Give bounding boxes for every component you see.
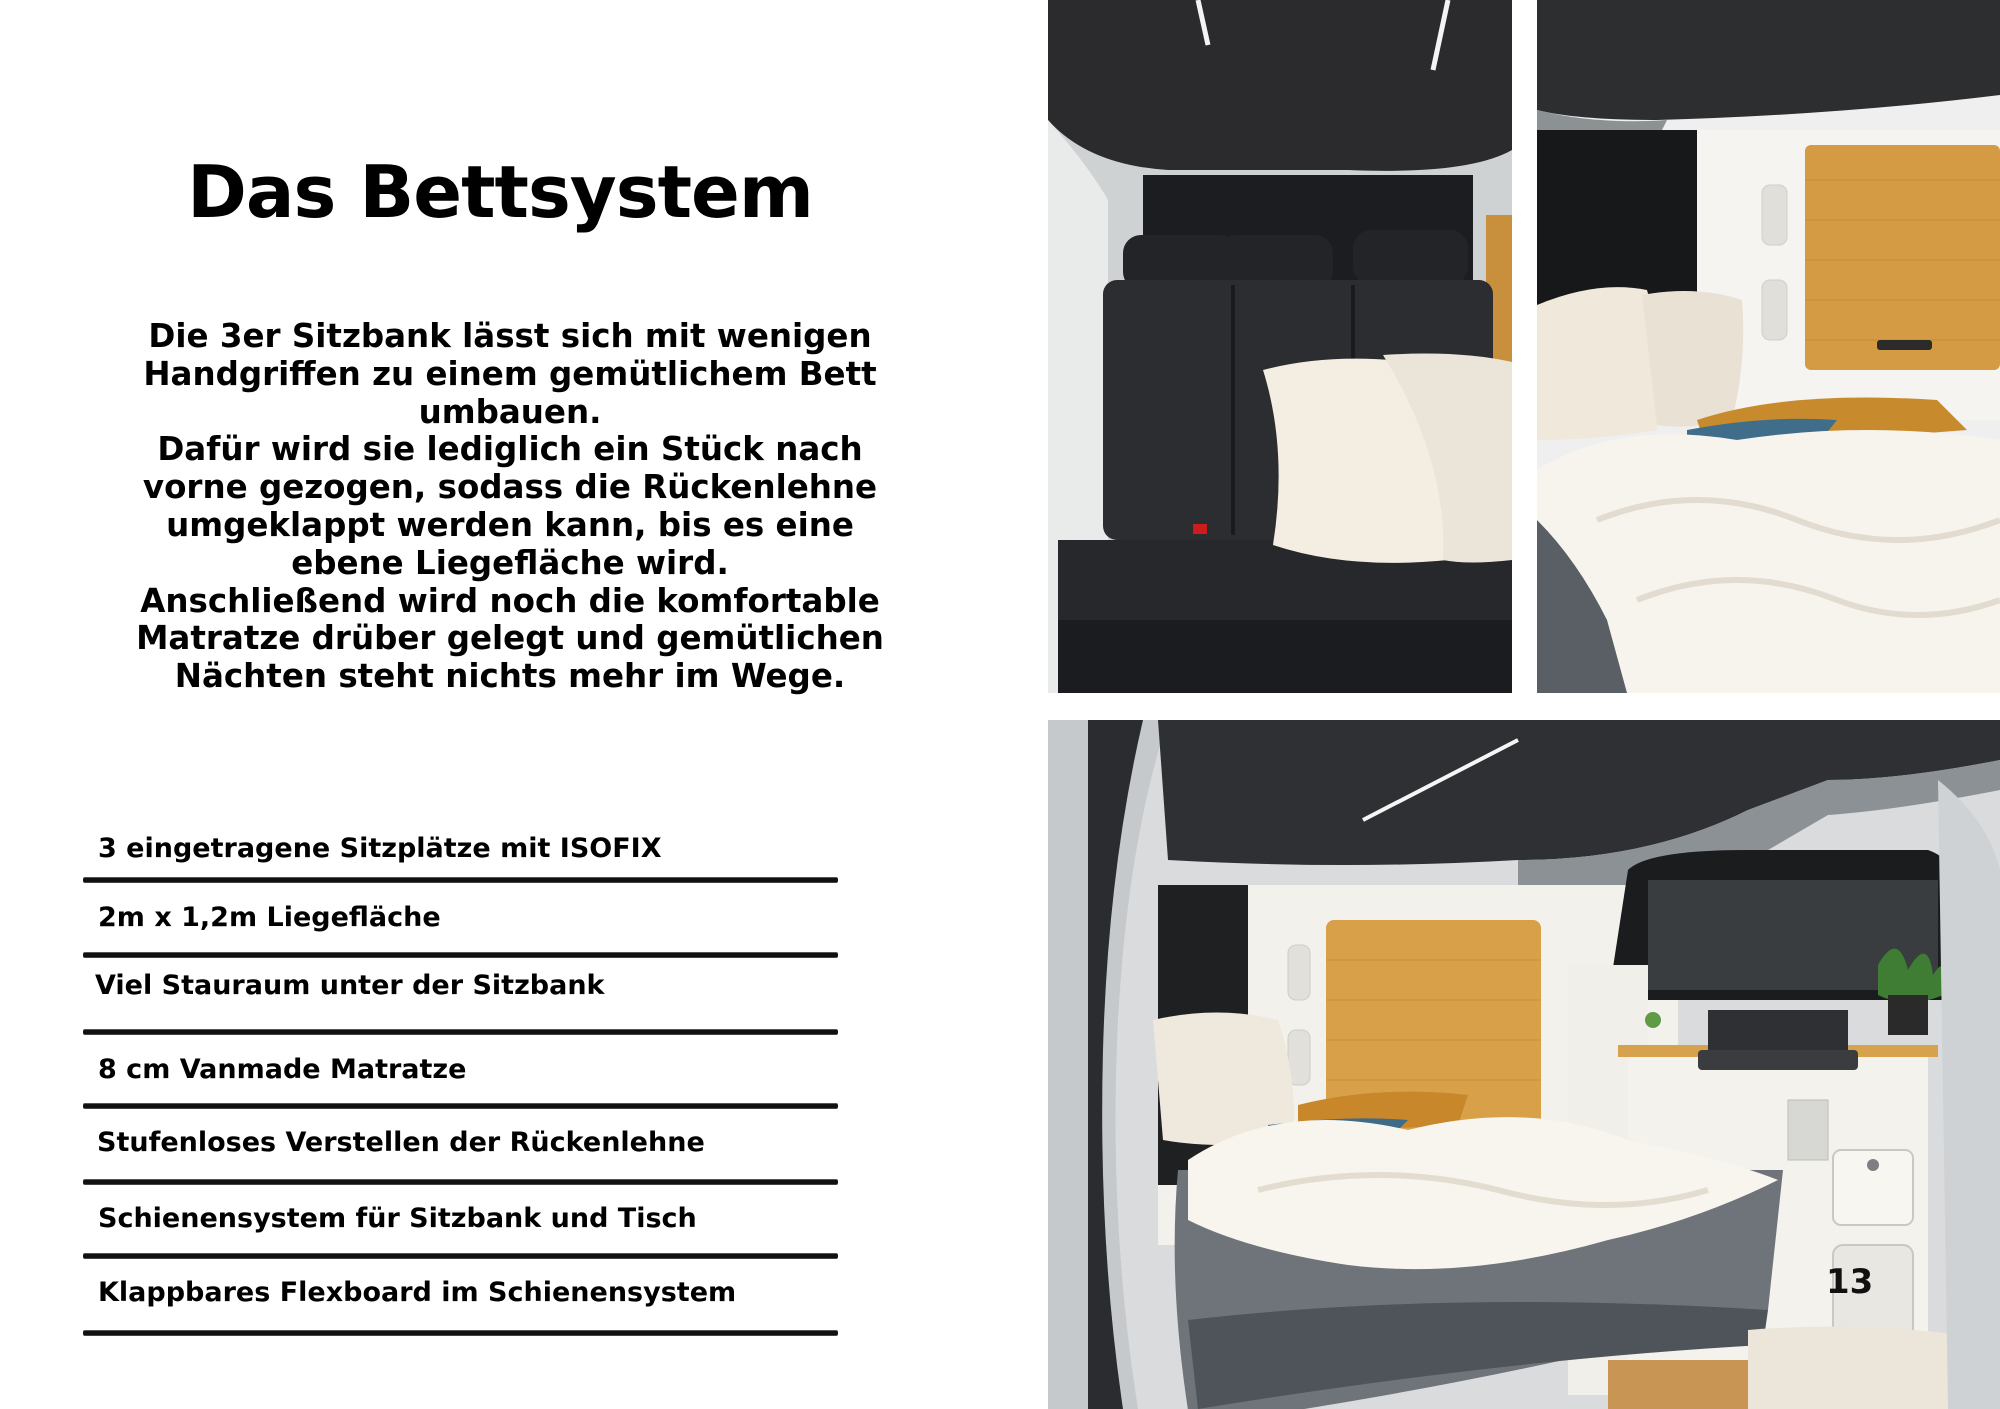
description-line: vorne gezogen, sodass die Rückenlehne [142, 468, 878, 507]
feature-item: 3 eingetragene Sitzplätze mit ISOFIX [98, 833, 662, 864]
divider [83, 1180, 838, 1184]
photo-bed-closeup [1537, 0, 2000, 693]
description-line: Handgriffen zu einem gemütlichem Bett [143, 354, 877, 393]
divider [83, 1104, 838, 1108]
feature-item: 8 cm Vanmade Matratze [98, 1054, 467, 1085]
description-line: Nächten steht nichts mehr im Wege. [174, 657, 846, 696]
feature-item: Klappbares Flexboard im Schienensystem [98, 1277, 737, 1308]
feature-item: Schienensystem für Sitzbank und Tisch [98, 1203, 697, 1234]
description-text [130, 318, 890, 696]
page-title: Das Bettsystem [187, 150, 813, 234]
photo-van-interior [1048, 720, 2000, 1409]
divider [83, 1030, 838, 1034]
divider [83, 1331, 838, 1335]
divider [83, 878, 838, 882]
feature-item: Viel Stauraum unter der Sitzbank [95, 970, 605, 1001]
divider [83, 1254, 838, 1258]
description-line: Die 3er Sitzbank lässt sich mit wenigen [148, 317, 872, 355]
description-line: Matratze drüber gelegt und gemütlichen [136, 619, 884, 658]
divider [83, 953, 838, 957]
page-number: 13 [1826, 1262, 1874, 1302]
description-line: Dafür wird sie lediglich ein Stück nach [157, 430, 863, 469]
photo-seat-bench [1048, 0, 1512, 693]
description-line: umbauen. [418, 392, 602, 431]
description-line: Anschließend wird noch die komfortable [140, 581, 880, 620]
feature-item: 2m x 1,2m Liegefläche [98, 902, 441, 933]
description-line: umgeklappt werden kann, bis es eine [166, 505, 854, 544]
description-line: ebene Liegefläche wird. [291, 543, 729, 582]
feature-item: Stufenloses Verstellen der Rückenlehne [97, 1127, 705, 1158]
